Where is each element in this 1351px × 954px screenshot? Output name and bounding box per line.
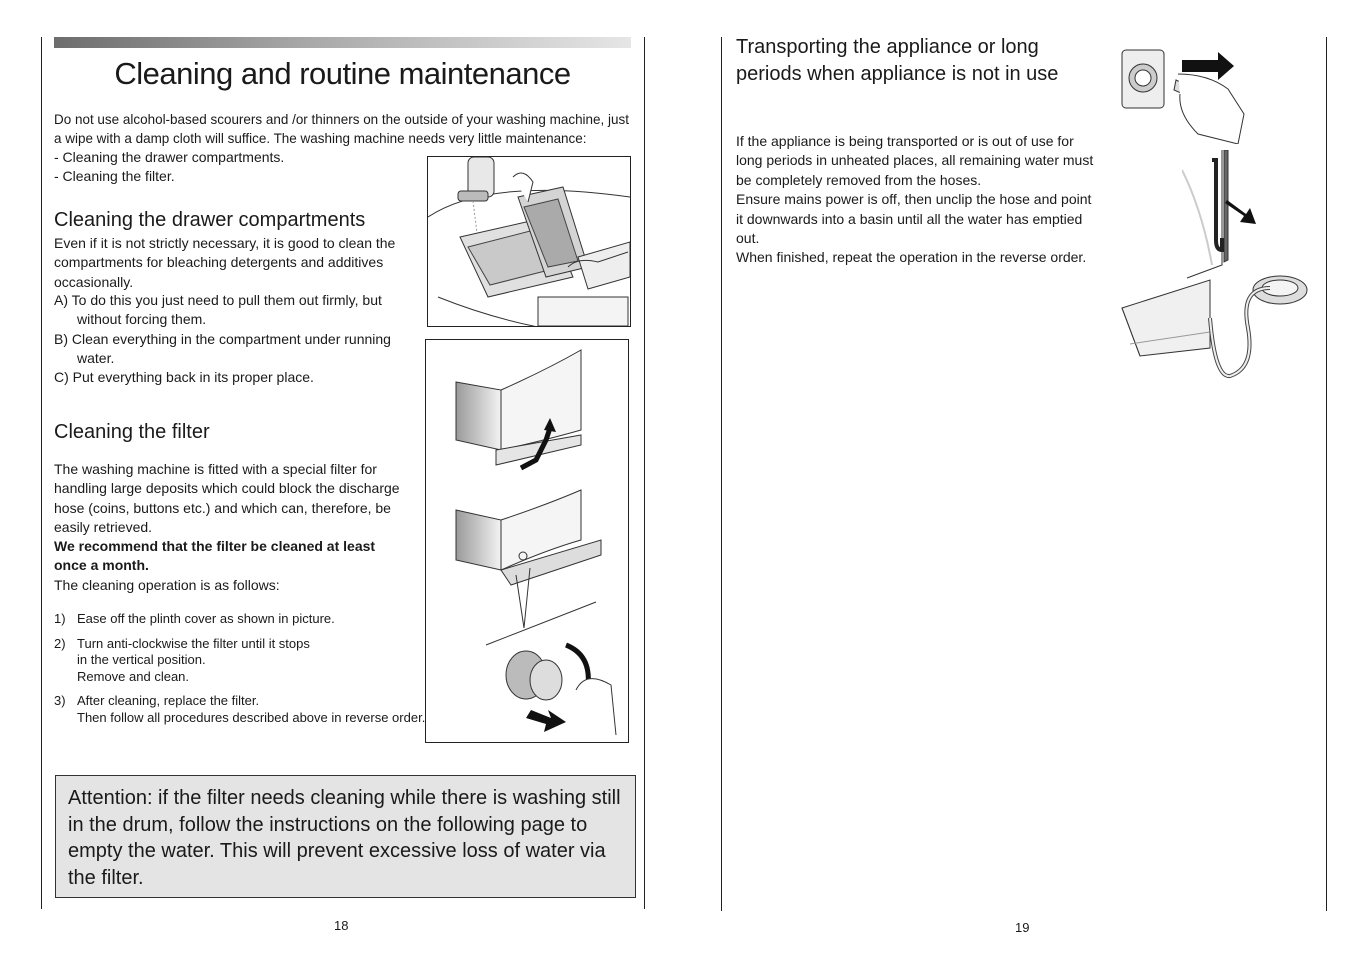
left-page-left-border: [41, 37, 42, 909]
drawer-cleaning-illustration: [427, 156, 631, 327]
unplug-illustration: [1118, 44, 1258, 144]
attention-box: Attention: if the filter needs cleaning while there is washing still in the drum, follow the instructions on the following page to empty the water. This will prevent excessive loss of water via the filter.: [55, 775, 636, 898]
step-number: 3): [54, 693, 66, 708]
drawer-icon: [428, 157, 630, 326]
drawer-steps: [54, 291, 409, 387]
intro-list: [54, 148, 394, 187]
filter-cleaning-illustration: [425, 339, 629, 743]
filter-text: The washing machine is fitted with a special filter for handling large deposits which could block the discharge hose (coins, buttons etc.) and which can, therefore, be easily retrieved.: [54, 461, 400, 535]
transport-paragraph: When finished, repeat the operation in the reverse order.: [736, 249, 1087, 266]
right-page-title: Transporting the appliance or long periods when appliance is not in use: [736, 36, 1059, 85]
drawer-step: A) To do this you just need to pull them out firmly, but without forcing them.: [54, 292, 382, 328]
filter-recommendation: [54, 537, 394, 576]
filter-after-text: The cleaning operation is as follows:: [54, 577, 280, 593]
filter-step: [54, 611, 434, 628]
intro-text: Do not use alcohol-based scourers and /or thinners on the outside of your washing machine, just a wipe with a damp cloth will suffice. The washing machine needs very little maintenance:: [54, 111, 629, 147]
left-page-right-border: [644, 37, 645, 909]
unplug-icon: [1118, 44, 1258, 144]
hose-unclip-illustration: [1182, 150, 1262, 280]
step-line: in the vertical position.: [77, 652, 206, 667]
right-page-body: [736, 132, 1096, 268]
intro-item: - Cleaning the drawer compartments.: [54, 149, 285, 165]
step-line: After cleaning, replace the filter.: [77, 693, 260, 708]
filter-icon: [426, 340, 628, 742]
hose-draining-illustration: [1120, 268, 1310, 383]
step-number: 1): [54, 611, 66, 626]
intro-item: - Cleaning the filter.: [54, 168, 175, 185]
hose-unclip-icon: [1182, 150, 1262, 280]
filter-step: [54, 636, 434, 686]
step-line: Then follow all procedures described above in reverse order.: [77, 709, 426, 725]
step-number: 2): [54, 635, 66, 651]
filter-step: [54, 693, 434, 726]
page-title: Cleaning and routine maintenance: [114, 56, 571, 91]
step-line: Turn anti-clockwise the filter until it stops: [77, 635, 310, 651]
transport-paragraph: If the appliance is being transported or is out of use for long periods in unheated places, all remaining water must be completely removed from the hoses.: [736, 133, 1094, 188]
right-page-left-border: [721, 37, 722, 911]
transport-paragraph: Ensure mains power is off, then unclip the hose and point it downwards into a basin until all the water has emptied out.: [736, 191, 1092, 247]
drawer-heading: Cleaning the drawer compartments: [54, 209, 366, 231]
step-line: Ease off the plinth cover as shown in picture.: [77, 611, 335, 626]
header-gradient-bar: [54, 37, 631, 48]
step-line: Remove and clean.: [77, 668, 190, 684]
drawer-text: Even if it is not strictly necessary, it is good to clean the compartments for bleaching detergents and additives occasionally.: [54, 235, 396, 290]
page-number-right: 19: [1015, 920, 1030, 935]
filter-heading: Cleaning the filter: [54, 421, 210, 443]
filter-bold-text: We recommend that the filter be cleaned at least once a month.: [54, 538, 376, 574]
filter-steps: [54, 611, 434, 734]
drawer-step: C) Put everything back in its proper place.: [54, 369, 314, 386]
page-number-left: 18: [334, 918, 349, 933]
drawer-step: B) Clean everything in the compartment under running water.: [54, 330, 391, 366]
right-page-right-border: [1326, 37, 1327, 911]
basin-icon: [1120, 268, 1310, 383]
